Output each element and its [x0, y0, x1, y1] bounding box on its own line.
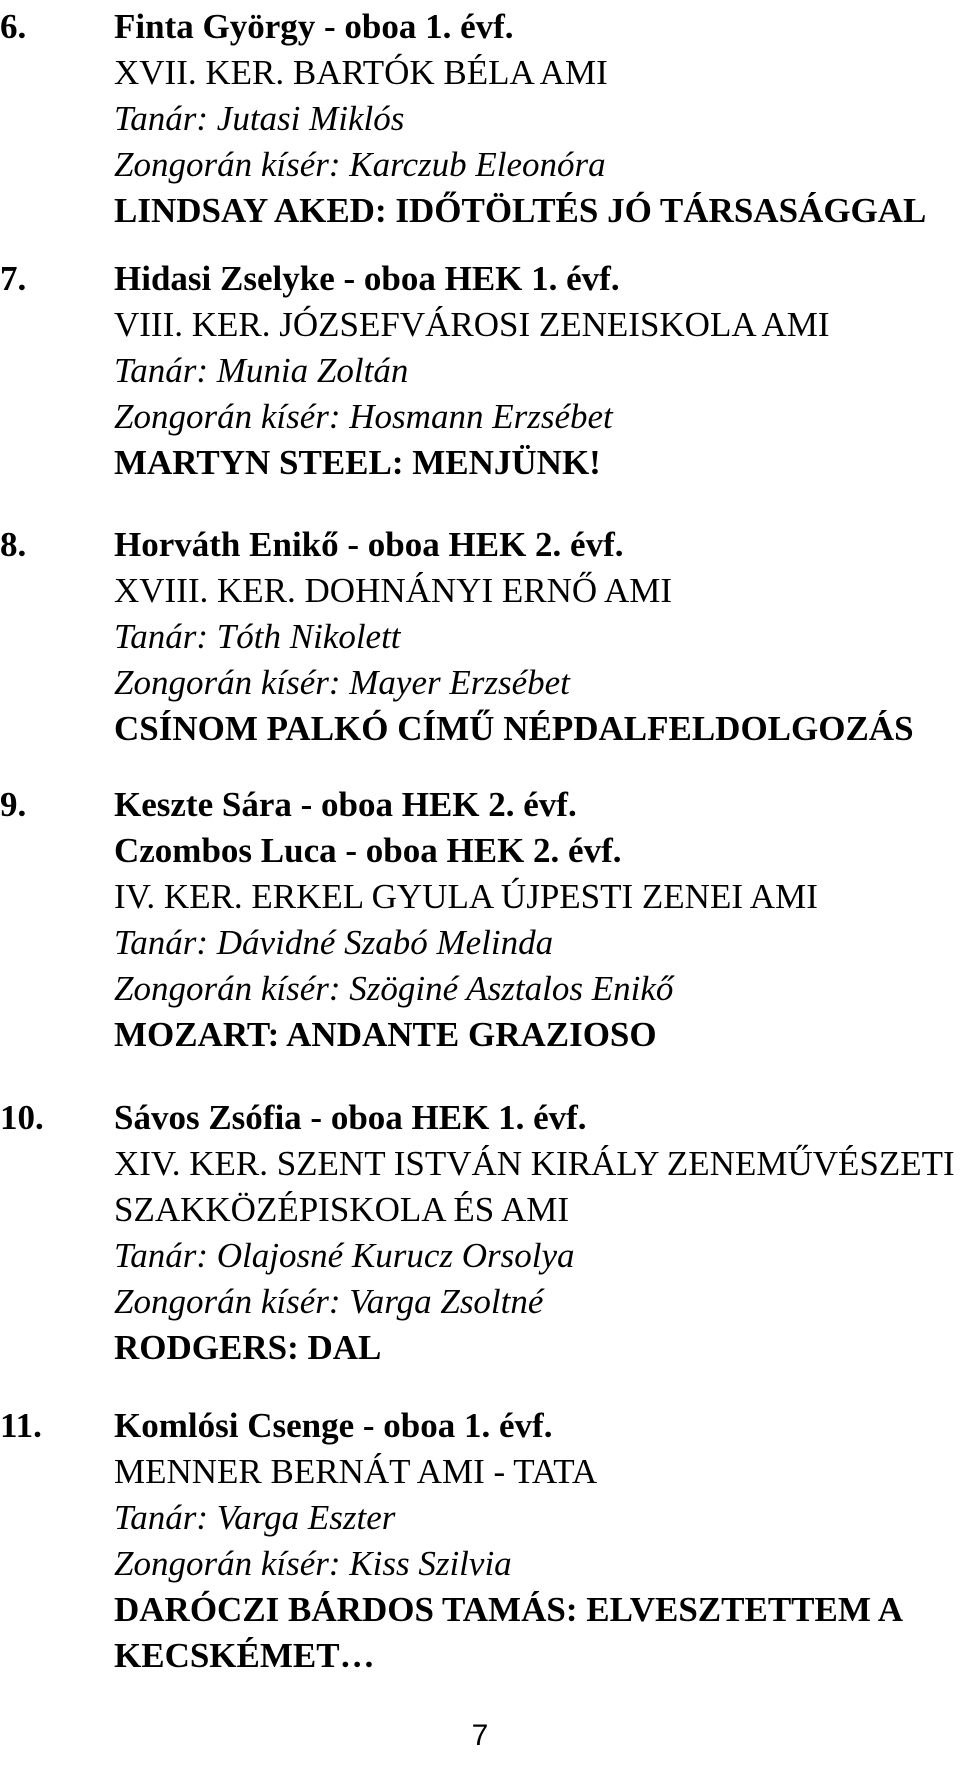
- performer-name: Czombos Luca - oboa HEK 2. évf.: [114, 831, 622, 870]
- piece-title: RODGERS: DAL: [114, 1328, 382, 1367]
- teacher-name: Tanár: Dávidné Szabó Melinda: [114, 923, 554, 962]
- school-name: VIII. KER. JÓZSEFVÁROSI ZENEISKOLA AMI: [114, 305, 830, 344]
- performer-name: Komlósi Csenge - oboa 1. évf.: [114, 1406, 553, 1445]
- performer-name: Finta György - oboa 1. évf.: [114, 7, 514, 46]
- teacher-name: Tanár: Olajosné Kurucz Orsolya: [114, 1236, 575, 1275]
- performer-name: Keszte Sára - oboa HEK 2. évf.: [114, 785, 577, 824]
- program-entry: [0, 782, 960, 1058]
- accompanist-name: Zongorán kísér: Hosmann Erzsébet: [114, 397, 613, 436]
- teacher-name: Tanár: Tóth Nikolett: [114, 617, 401, 656]
- page-number: 7: [471, 1719, 489, 1752]
- piece-title-continued: KECSKÉMET…: [114, 1636, 375, 1675]
- school-name: XVII. KER. BARTÓK BÉLA AMI: [114, 53, 608, 92]
- piece-title: CSÍNOM PALKÓ CÍMŰ NÉPDALFELDOLGOZÁS: [114, 709, 914, 748]
- accompanist-name: Zongorán kísér: Karczub Eleonóra: [114, 145, 606, 184]
- teacher-name: Tanár: Munia Zoltán: [114, 351, 409, 390]
- entry-number: 10.: [0, 1098, 44, 1137]
- piece-title: MOZART: ANDANTE GRAZIOSO: [114, 1015, 657, 1054]
- accompanist-name: Zongorán kísér: Kiss Szilvia: [114, 1544, 512, 1583]
- school-name: XVIII. KER. DOHNÁNYI ERNŐ AMI: [114, 571, 673, 610]
- performer-name: Hidasi Zselyke - oboa HEK 1. évf.: [114, 259, 620, 298]
- accompanist-name: Zongorán kísér: Mayer Erzsébet: [114, 663, 570, 702]
- school-name-continued: SZAKKÖZÉPISKOLA ÉS AMI: [114, 1190, 570, 1229]
- accompanist-name: Zongorán kísér: Szöginé Asztalos Enikő: [114, 969, 674, 1008]
- entry-number: 6.: [0, 7, 27, 46]
- entry-number: 11.: [0, 1406, 42, 1445]
- school-name: XIV. KER. SZENT ISTVÁN KIRÁLY ZENEMŰVÉSZETI: [114, 1144, 955, 1183]
- piece-title: DARÓCZI BÁRDOS TAMÁS: ELVESZTETTEM A: [114, 1590, 903, 1629]
- program-entry: [0, 522, 960, 752]
- teacher-name: Tanár: Jutasi Miklós: [114, 99, 405, 138]
- school-name: MENNER BERNÁT AMI - TATA: [114, 1452, 598, 1491]
- accompanist-name: Zongorán kísér: Varga Zsoltné: [114, 1282, 544, 1321]
- program-entry: [0, 1095, 960, 1371]
- piece-title: MARTYN STEEL: MENJÜNK!: [114, 443, 601, 482]
- school-name: IV. KER. ERKEL GYULA ÚJPESTI ZENEI AMI: [114, 877, 818, 916]
- entry-number: 9.: [0, 785, 27, 824]
- performer-name: Sávos Zsófia - oboa HEK 1. évf.: [114, 1098, 587, 1137]
- entry-number: 8.: [0, 525, 27, 564]
- program-entry: [0, 1403, 960, 1679]
- piece-title: LINDSAY AKED: IDŐTÖLTÉS JÓ TÁRSASÁGGAL: [114, 191, 927, 230]
- entry-number: 7.: [0, 259, 27, 298]
- teacher-name: Tanár: Varga Eszter: [114, 1498, 396, 1537]
- performer-name: Horváth Enikő - oboa HEK 2. évf.: [114, 525, 624, 564]
- program-entry: [0, 256, 960, 486]
- program-entry: [0, 4, 960, 234]
